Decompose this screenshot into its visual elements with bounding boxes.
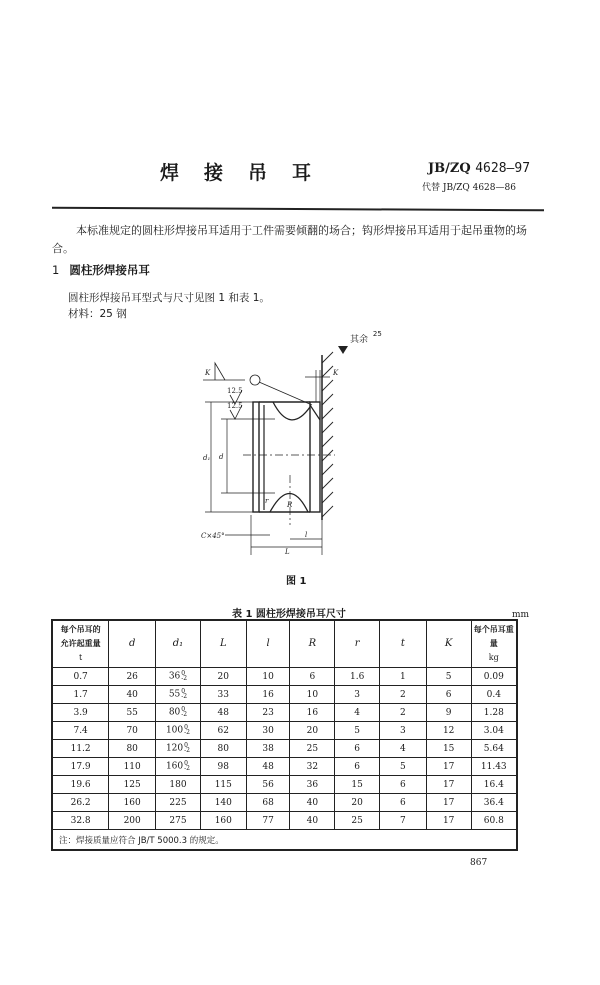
table-row: [52, 776, 517, 794]
cell-mass: 0.09: [471, 668, 517, 686]
replaces-standard: 代替 JB/ZQ 4628—86: [422, 183, 516, 193]
roughness-label: 其余: [350, 335, 369, 345]
header-load: 每个吊耳的 允许起重量 t: [52, 620, 109, 668]
cell-R: 32: [290, 758, 335, 776]
cell-mass: 16.4: [471, 776, 517, 794]
cell-l: 48: [246, 758, 290, 776]
cell-K: 5: [426, 668, 471, 686]
cell-L: 160: [200, 812, 246, 830]
cell-d: 110: [109, 758, 156, 776]
standard-number: [428, 161, 530, 176]
table-row: [52, 668, 517, 686]
cell-R: 10: [290, 686, 335, 704]
cell-t: 2: [380, 686, 427, 704]
header-K: K: [426, 620, 471, 668]
cell-t: 7: [380, 812, 427, 830]
cell-d: 40: [109, 686, 156, 704]
cell-r: 15: [335, 776, 380, 794]
cell-r: 5: [335, 722, 380, 740]
cell-load: 19.6: [52, 776, 109, 794]
cell-r: 25: [335, 812, 380, 830]
cell-K: 9: [426, 704, 471, 722]
section-heading: [52, 262, 150, 278]
cell-mass: 11.43: [471, 758, 517, 776]
cell-mass: 3.04: [471, 722, 517, 740]
cell-l: 68: [246, 794, 290, 812]
cell-l: 23: [246, 704, 290, 722]
table-row: [52, 794, 517, 812]
cell-L: 48: [200, 704, 246, 722]
table-note: 注：焊接质量应符合 JB/T 5000.3 的规定。: [52, 830, 517, 851]
document-title: 焊接吊耳: [160, 162, 337, 184]
cell-l: 77: [246, 812, 290, 830]
cell-t: 4: [380, 740, 427, 758]
header-d1: d₁: [156, 620, 201, 668]
table-unit: mm: [512, 610, 530, 620]
header-l: l: [246, 620, 290, 668]
standard-prefix: JB/ZQ: [428, 161, 471, 176]
cell-r: 6: [335, 740, 380, 758]
cell-load: 0.7: [52, 668, 109, 686]
figure-1-drawing: [195, 335, 355, 555]
label-k-weld: K: [205, 369, 211, 377]
header-mass: 每个吊耳重量 kg: [471, 620, 517, 668]
cell-d: 80: [109, 740, 156, 758]
cell-L: 140: [200, 794, 246, 812]
cell-L: 98: [200, 758, 246, 776]
header-L: L: [200, 620, 246, 668]
cell-mass: 60.8: [471, 812, 517, 830]
cell-R: 16: [290, 704, 335, 722]
cell-d1: 275: [156, 812, 201, 830]
label-l: l: [305, 531, 308, 539]
cell-L: 115: [200, 776, 246, 794]
cell-mass: 36.4: [471, 794, 517, 812]
label-k-gap: K: [333, 369, 339, 377]
cell-R: 25: [290, 740, 335, 758]
cell-L: 33: [200, 686, 246, 704]
table-note-row: [52, 830, 517, 851]
table-row: [52, 740, 517, 758]
cell-l: 38: [246, 740, 290, 758]
cell-mass: 0.4: [471, 686, 517, 704]
cell-load: 3.9: [52, 704, 109, 722]
cell-load: 1.7: [52, 686, 109, 704]
section-text-material: 材料：25 钢: [68, 308, 127, 320]
table-row: [52, 812, 517, 830]
cell-mass: 1.28: [471, 704, 517, 722]
header-t: t: [380, 620, 427, 668]
table-caption: 表 1 圆柱形焊接吊耳尺寸: [232, 609, 346, 620]
cell-L: 80: [200, 740, 246, 758]
label-r-small: r: [265, 497, 269, 505]
cell-t: 5: [380, 758, 427, 776]
cell-K: 15: [426, 740, 471, 758]
cell-t: 3: [380, 722, 427, 740]
cell-d1: 1600 -2: [156, 758, 201, 776]
cell-load: 11.2: [52, 740, 109, 758]
cell-r: 6: [335, 758, 380, 776]
standard-code: 4628—97: [475, 161, 531, 176]
cell-t: 6: [380, 794, 427, 812]
header-divider: [52, 207, 544, 212]
header-r: r: [335, 620, 380, 668]
cell-d1: 360 -2: [156, 668, 201, 686]
cell-R: 6: [290, 668, 335, 686]
table-row: [52, 758, 517, 776]
cell-t: 6: [380, 776, 427, 794]
cell-l: 10: [246, 668, 290, 686]
cell-r: 1.6: [335, 668, 380, 686]
label-r-big: R: [287, 501, 293, 509]
cell-t: 2: [380, 704, 427, 722]
header-R: R: [290, 620, 335, 668]
cell-R: 40: [290, 794, 335, 812]
cell-R: 20: [290, 722, 335, 740]
label-chamfer: C×45°: [201, 532, 225, 540]
cell-K: 6: [426, 686, 471, 704]
cell-load: 32.8: [52, 812, 109, 830]
cell-K: 17: [426, 758, 471, 776]
cell-d1: 225: [156, 794, 201, 812]
cell-load: 17.9: [52, 758, 109, 776]
page-number: 867: [470, 858, 488, 868]
cell-d1: 1200 -2: [156, 740, 201, 758]
cell-K: 12: [426, 722, 471, 740]
cell-L: 20: [200, 668, 246, 686]
cell-K: 17: [426, 794, 471, 812]
cell-d1: 1000 -2: [156, 722, 201, 740]
header-d: d: [109, 620, 156, 668]
section-title: 圆柱形焊接吊耳: [69, 263, 150, 277]
cell-d: 70: [109, 722, 156, 740]
cell-r: 4: [335, 704, 380, 722]
intro-paragraph: 本标准规定的圆柱形焊接吊耳适用于工件需要倾翻的场合；钩形焊接吊耳适用于起吊重物的场合。: [52, 224, 527, 255]
label-L: L: [285, 548, 290, 555]
cell-R: 40: [290, 812, 335, 830]
cell-d: 26: [109, 668, 156, 686]
table-row: [52, 704, 517, 722]
cell-R: 36: [290, 776, 335, 794]
label-d: d: [219, 453, 224, 461]
cell-r: 3: [335, 686, 380, 704]
cell-d1: 180: [156, 776, 201, 794]
cell-load: 7.4: [52, 722, 109, 740]
cell-K: 17: [426, 812, 471, 830]
table-row: [52, 722, 517, 740]
section-text-1: 圆柱形焊接吊耳型式与尺寸见图 1 和表 1。: [68, 292, 270, 304]
cell-L: 62: [200, 722, 246, 740]
label-ra-1: 12.5: [227, 387, 243, 395]
cell-t: 1: [380, 668, 427, 686]
cell-l: 16: [246, 686, 290, 704]
cell-l: 30: [246, 722, 290, 740]
cell-d1: 550 -2: [156, 686, 201, 704]
label-ra-2: 12.5: [227, 402, 243, 410]
figure-caption: 图 1: [286, 576, 307, 587]
cell-d: 160: [109, 794, 156, 812]
roughness-value: 25: [372, 330, 382, 338]
cell-r: 20: [335, 794, 380, 812]
label-d1: d₁: [203, 454, 211, 462]
cell-d: 55: [109, 704, 156, 722]
cell-load: 26.2: [52, 794, 109, 812]
cell-l: 56: [246, 776, 290, 794]
cell-d1: 800 -2: [156, 704, 201, 722]
table-header-row: [52, 620, 517, 668]
cell-d: 200: [109, 812, 156, 830]
cell-mass: 5.64: [471, 740, 517, 758]
dimension-table: [51, 619, 518, 851]
table-row: [52, 686, 517, 704]
cell-K: 17: [426, 776, 471, 794]
cell-d: 125: [109, 776, 156, 794]
section-number: 1: [52, 263, 60, 277]
